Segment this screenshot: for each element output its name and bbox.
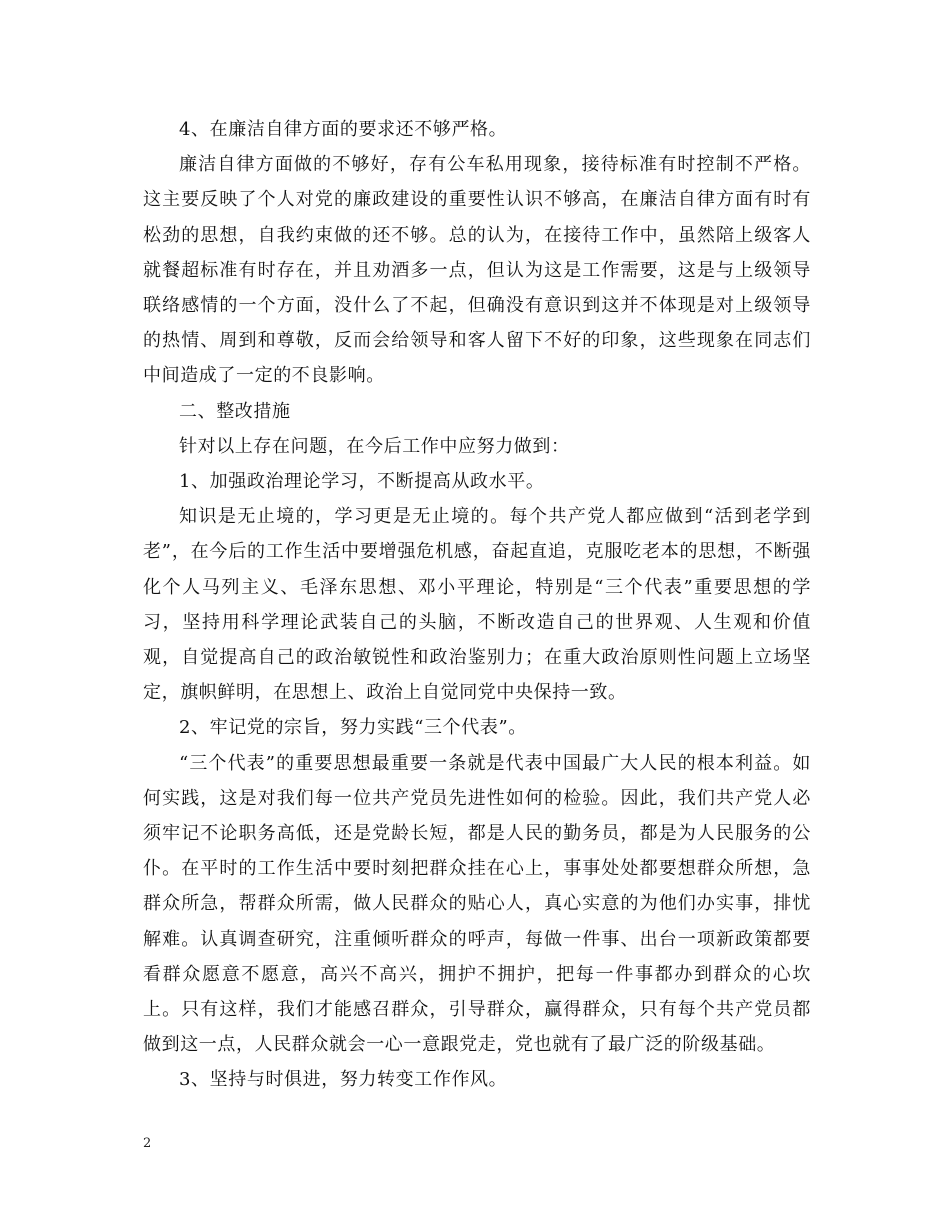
list-heading: 1、加强政治理论学习，不断提高从政水平。 bbox=[179, 471, 545, 493]
list-heading: 3、坚持与时俱进，努力转变工作作风。 bbox=[179, 1069, 508, 1091]
body-paragraph: “三个代表”的重要思想最重要一条就是代表中国最广大人民的根本利益。如何实践，这是对我们每一位共产党员先进性如何的检验。因此，我们共产党人必须牢记不论职务高低，还是党龄长短，都是人民的勤务员，都是为人民服务的公仆。在平时的工作生活中要时刻把群众挂在心上，事事处处都要想群众所想，急群众所急，帮群众所需，做人民群众的贴心人，真心实意的为他们办实事，排忧解难。认真调查研究，注重倾听群众的呼声，每做一件事、出台一项新政策都要看群众愿意不愿意，高兴不高兴，拥护不拥护，把每一件事都办到群众的心坎上。只有这样，我们才能感召群众，引导群众，赢得群众，只有每个共产党员都做到这一点，人民群众就会一心一意跟党走，党也就有了最广泛的阶级基础。 bbox=[143, 752, 811, 1056]
body-paragraph: 针对以上存在问题，在今后工作中应努力做到： bbox=[179, 435, 570, 457]
document-body bbox=[143, 112, 811, 1098]
section-heading: 二、整改措施 bbox=[179, 400, 291, 422]
body-paragraph: 廉洁自律方面做的不够好，存有公车私用现象，接待标准有时控制不严格。这主要反映了个人对党的廉政建设的重要性认识不够高，在廉洁自律方面有时有松劲的思想，自我约束做的还不够。总的认为，在接待工作中，虽然陪上级客人就餐超标准有时存在，并且劝酒多一点，但认为这是工作需要，这是与上级领导联络感情的一个方面，没什么了不起，但确没有意识到这并不体现是对上级领导的热情、周到和尊敬，反而会给领导和客人留下不好的印象，这些现象在同志们中间造成了一定的不良影响。 bbox=[143, 154, 811, 387]
page-number: 2 bbox=[143, 1136, 152, 1151]
body-paragraph: 知识是无止境的，学习更是无止境的。每个共产党人都应做到“活到老学到老”，在今后的工作生活中要增强危机感，奋起直追，克服吃老本的思想，不断强化个人马列主义、毛泽东思想、邓小平理论，特别是“三个代表”重要思想的学习，坚持用科学理论武装自己的头脑，不断改造自己的世界观、人生观和价值观，自觉提高自己的政治敏锐性和政治鉴别力；在重大政治原则性问题上立场坚定，旗帜鲜明，在思想上、政治上自觉同党中央保持一致。 bbox=[143, 506, 811, 704]
list-heading: 4、在廉洁自律方面的要求还不够严格。 bbox=[179, 119, 508, 140]
list-heading: 2、牢记党的宗旨，努力实践“三个代表”。 bbox=[179, 717, 527, 739]
